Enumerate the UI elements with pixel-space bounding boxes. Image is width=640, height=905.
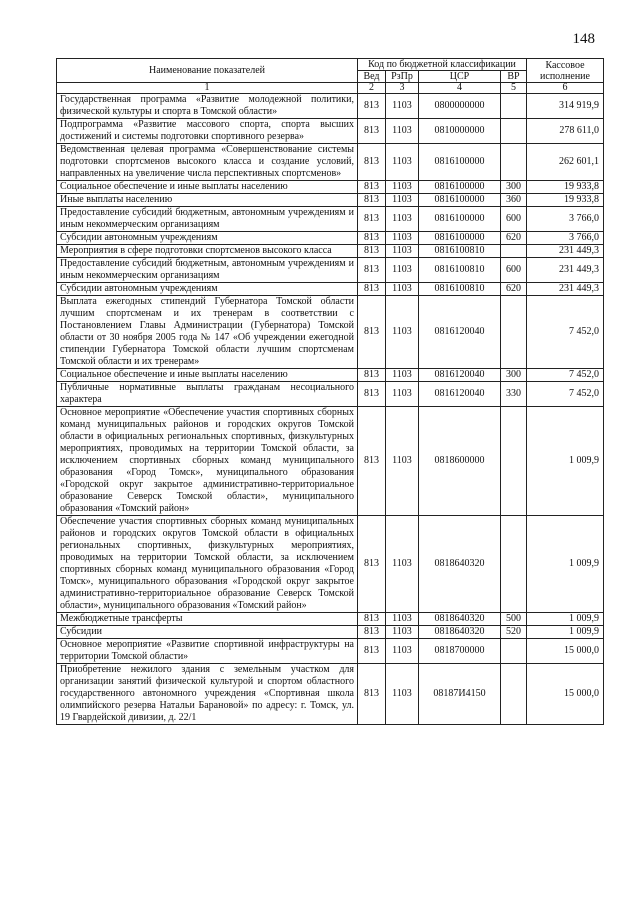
header-rzpr: РзПр (386, 71, 419, 83)
row-rzpr-cell: 1103 (386, 144, 419, 181)
row-amount-cell: 7 452,0 (527, 382, 604, 407)
row-ved-cell: 813 (358, 181, 386, 194)
table-row (57, 144, 604, 181)
row-vr-cell (501, 296, 527, 369)
row-vr-cell: 520 (501, 626, 527, 639)
row-amount-cell: 19 933,8 (527, 194, 604, 207)
row-csr-cell: 0810000000 (419, 119, 501, 144)
table-row (57, 613, 604, 626)
row-csr-cell: 0818700000 (419, 639, 501, 664)
row-rzpr-cell: 1103 (386, 407, 419, 516)
row-vr-cell: 500 (501, 613, 527, 626)
row-amount-cell: 3 766,0 (527, 232, 604, 245)
column-number: 1 (57, 83, 358, 94)
row-ved-cell: 813 (358, 296, 386, 369)
row-name-cell: Социальное обеспечение и иные выплаты населению (57, 181, 358, 194)
row-ved-cell: 813 (358, 283, 386, 296)
row-rzpr-cell: 1103 (386, 516, 419, 613)
row-name-cell: Социальное обеспечение и иные выплаты населению (57, 369, 358, 382)
row-vr-cell: 620 (501, 283, 527, 296)
row-csr-cell: 0816100000 (419, 232, 501, 245)
row-csr-cell: 0816100000 (419, 207, 501, 232)
row-ved-cell: 813 (358, 626, 386, 639)
row-amount-cell: 231 449,3 (527, 283, 604, 296)
row-amount-cell: 19 933,8 (527, 181, 604, 194)
header-name: Наименование показателей (57, 59, 358, 83)
row-name-cell: Публичные нормативные выплаты гражданам несоциального характера (57, 382, 358, 407)
row-ved-cell: 813 (358, 144, 386, 181)
row-name-cell: Подпрограмма «Развитие массового спорта, спорта высших достижений и системы подготовки спортивного резерва» (57, 119, 358, 144)
row-rzpr-cell: 1103 (386, 296, 419, 369)
row-rzpr-cell: 1103 (386, 283, 419, 296)
row-name-cell: Субсидии автономным учреждениям (57, 283, 358, 296)
row-rzpr-cell: 1103 (386, 194, 419, 207)
row-amount-cell: 262 601,1 (527, 144, 604, 181)
row-rzpr-cell: 1103 (386, 639, 419, 664)
column-number: 5 (501, 83, 527, 94)
table-row (57, 194, 604, 207)
page-number: 148 (572, 31, 595, 47)
row-vr-cell (501, 119, 527, 144)
row-name-cell: Обеспечение участия спортивных сборных команд муниципальных районов и городских округов Томской области в официальных региональных спортивных, физкультурных мероприятиях, проводимых на территории Томской области, за исключением спортивных сборных команд муниципального образования «Город Томск», муниципального образования «Городской округ закрытое административно-территориальное образование Северск Томской области», муниципального образования «Томский район» (57, 516, 358, 613)
row-rzpr-cell: 1103 (386, 369, 419, 382)
table-row (57, 94, 604, 119)
column-number: 6 (527, 83, 604, 94)
row-rzpr-cell: 1103 (386, 613, 419, 626)
header-code-group: Код по бюджетной классификации (358, 59, 527, 71)
row-amount-cell: 1 009,9 (527, 516, 604, 613)
table-row (57, 232, 604, 245)
row-csr-cell: 0816120040 (419, 296, 501, 369)
row-name-cell: Предоставление субсидий бюджетным, автономным учреждениям и иным некоммерческим организациям (57, 207, 358, 232)
row-vr-cell (501, 144, 527, 181)
row-vr-cell: 620 (501, 232, 527, 245)
row-rzpr-cell: 1103 (386, 94, 419, 119)
row-vr-cell: 300 (501, 369, 527, 382)
row-rzpr-cell: 1103 (386, 119, 419, 144)
row-amount-cell: 7 452,0 (527, 296, 604, 369)
row-rzpr-cell: 1103 (386, 626, 419, 639)
row-csr-cell: 0816100000 (419, 181, 501, 194)
row-name-cell: Ведомственная целевая программа «Совершенствование системы подготовки спортсменов высокого класса и создание условий, направленных на увеличение числа перспективных спортсменов» (57, 144, 358, 181)
budget-execution-table (56, 58, 604, 725)
header-csr: ЦСР (419, 71, 501, 83)
column-number-row (57, 83, 604, 94)
row-name-cell: Межбюджетные трансферты (57, 613, 358, 626)
row-ved-cell: 813 (358, 194, 386, 207)
header-vr: ВР (501, 71, 527, 83)
row-name-cell: Субсидии автономным учреждениям (57, 232, 358, 245)
row-vr-cell (501, 639, 527, 664)
row-vr-cell: 360 (501, 194, 527, 207)
row-vr-cell: 330 (501, 382, 527, 407)
table-row (57, 245, 604, 258)
row-csr-cell: 0816120040 (419, 382, 501, 407)
row-rzpr-cell: 1103 (386, 181, 419, 194)
row-csr-cell: 0816120040 (419, 369, 501, 382)
row-csr-cell: 0818640320 (419, 626, 501, 639)
table-row (57, 407, 604, 516)
row-amount-cell: 314 919,9 (527, 94, 604, 119)
row-name-cell: Иные выплаты населению (57, 194, 358, 207)
row-rzpr-cell: 1103 (386, 232, 419, 245)
row-rzpr-cell: 1103 (386, 664, 419, 725)
row-vr-cell (501, 516, 527, 613)
row-name-cell: Государственная программа «Развитие молодежной политики, физической культуры и спорта в Томской области» (57, 94, 358, 119)
row-vr-cell (501, 407, 527, 516)
row-csr-cell: 0816100000 (419, 144, 501, 181)
row-rzpr-cell: 1103 (386, 382, 419, 407)
row-amount-cell: 3 766,0 (527, 207, 604, 232)
row-rzpr-cell: 1103 (386, 207, 419, 232)
row-amount-cell: 1 009,9 (527, 407, 604, 516)
row-csr-cell: 0818600000 (419, 407, 501, 516)
row-name-cell: Мероприятия в сфере подготовки спортсменов высокого класса (57, 245, 358, 258)
row-ved-cell: 813 (358, 639, 386, 664)
row-csr-cell: 0816100810 (419, 245, 501, 258)
row-vr-cell (501, 94, 527, 119)
row-csr-cell: 0800000000 (419, 94, 501, 119)
row-csr-cell: 08187И4150 (419, 664, 501, 725)
table-row (57, 626, 604, 639)
row-ved-cell: 813 (358, 119, 386, 144)
row-amount-cell: 231 449,3 (527, 258, 604, 283)
table-row (57, 639, 604, 664)
row-amount-cell: 231 449,3 (527, 245, 604, 258)
row-name-cell: Выплата ежегодных стипендий Губернатора Томской области лучшим спортсменам и их тренерам в соответствии с Постановлением Главы Администрации (Губернатора) Томской области от 30 ноября 2005 года № 147 «Об учреждении ежегодной стипендии Губернатора Томской области лучшим спортсменам Томской области и их тренерам» (57, 296, 358, 369)
row-ved-cell: 813 (358, 516, 386, 613)
row-vr-cell: 600 (501, 258, 527, 283)
row-ved-cell: 813 (358, 382, 386, 407)
row-name-cell: Основное мероприятие «Обеспечение участия спортивных сборных команд муниципальных районов и городских округов Томской области в официальных региональных спортивных, физкультурных мероприятиях, проводимых на территории Томской области, за исключением спортивных сборных команд муниципального образования «Город Томск», муниципального образования «Городской округ закрытое административно-территориальное образование Северск Томской области», муниципального образования «Томский район» (57, 407, 358, 516)
table-row (57, 369, 604, 382)
header-execution: Кассовое исполнение (527, 59, 604, 83)
row-vr-cell (501, 245, 527, 258)
table-row (57, 382, 604, 407)
column-number: 2 (358, 83, 386, 94)
column-number: 4 (419, 83, 501, 94)
row-ved-cell: 813 (358, 258, 386, 283)
row-ved-cell: 813 (358, 407, 386, 516)
row-rzpr-cell: 1103 (386, 258, 419, 283)
row-vr-cell: 300 (501, 181, 527, 194)
row-name-cell: Основное мероприятие «Развитие спортивной инфраструктуры на территории Томской области» (57, 639, 358, 664)
row-ved-cell: 813 (358, 94, 386, 119)
table-row (57, 664, 604, 725)
column-number: 3 (386, 83, 419, 94)
row-ved-cell: 813 (358, 245, 386, 258)
row-vr-cell (501, 664, 527, 725)
table-row (57, 296, 604, 369)
row-csr-cell: 0818640320 (419, 516, 501, 613)
row-name-cell: Приобретение нежилого здания с земельным участком для организации занятий физической культурой и спортом областного государственного автономного учреждения «Спортивная школа олимпийского резерва Натальи Барановой» по адресу: г. Томск, ул. 19 Гвардейской дивизии, д. 22/1 (57, 664, 358, 725)
row-ved-cell: 813 (358, 613, 386, 626)
header-row-1 (57, 59, 604, 71)
row-vr-cell: 600 (501, 207, 527, 232)
row-amount-cell: 1 009,9 (527, 626, 604, 639)
table-row (57, 119, 604, 144)
row-csr-cell: 0816100810 (419, 283, 501, 296)
row-amount-cell: 15 000,0 (527, 664, 604, 725)
row-amount-cell: 1 009,9 (527, 613, 604, 626)
header-ved: Вед (358, 71, 386, 83)
row-ved-cell: 813 (358, 232, 386, 245)
table-body (57, 94, 604, 725)
row-ved-cell: 813 (358, 369, 386, 382)
table-row (57, 181, 604, 194)
row-ved-cell: 813 (358, 664, 386, 725)
row-rzpr-cell: 1103 (386, 245, 419, 258)
row-amount-cell: 278 611,0 (527, 119, 604, 144)
row-csr-cell: 0818640320 (419, 613, 501, 626)
row-name-cell: Субсидии (57, 626, 358, 639)
table-row (57, 258, 604, 283)
row-amount-cell: 7 452,0 (527, 369, 604, 382)
row-amount-cell: 15 000,0 (527, 639, 604, 664)
row-csr-cell: 0816100810 (419, 258, 501, 283)
table-row (57, 207, 604, 232)
row-name-cell: Предоставление субсидий бюджетным, автономным учреждениям и иным некоммерческим организациям (57, 258, 358, 283)
row-ved-cell: 813 (358, 207, 386, 232)
row-csr-cell: 0816100000 (419, 194, 501, 207)
table-row (57, 283, 604, 296)
table-row (57, 516, 604, 613)
